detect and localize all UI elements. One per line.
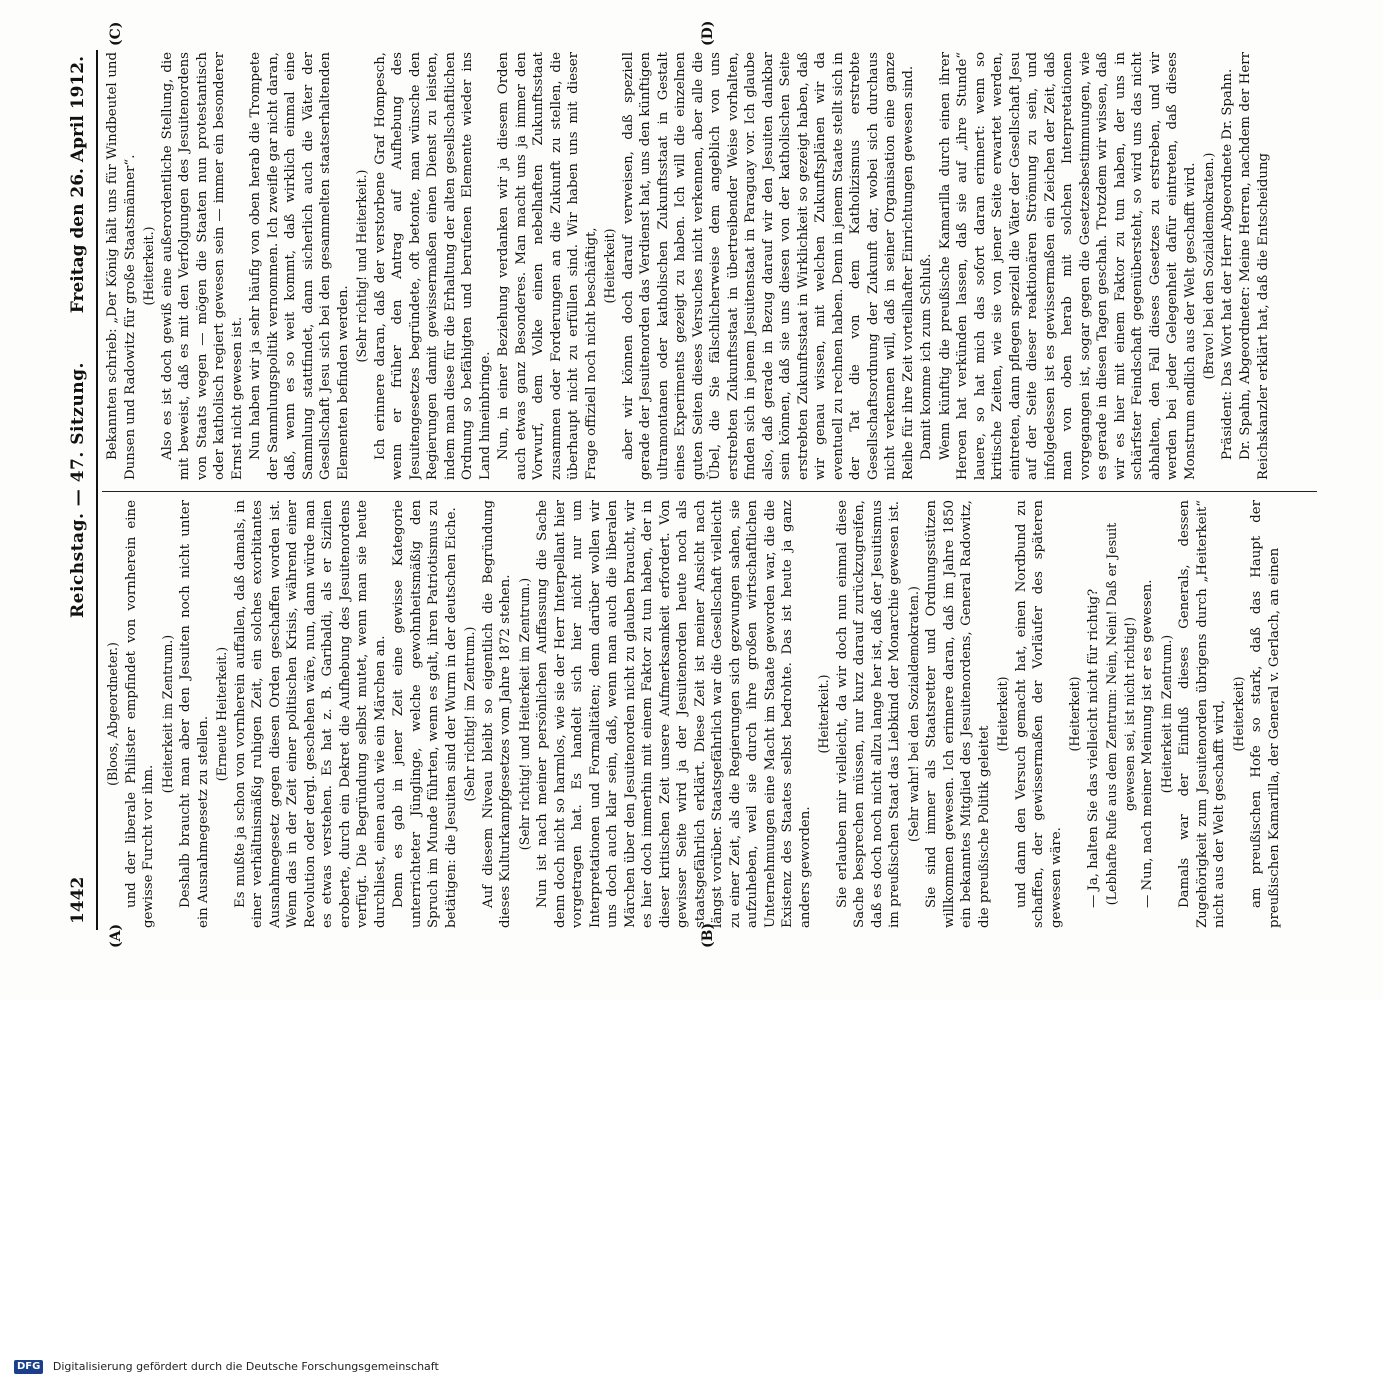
stage-direction: (Sehr richtig! und Heiterkeit.): [354, 169, 369, 363]
credit-text: Digitalisierung gefördert durch die Deutsche Forschungsgemeinschaft: [52, 1360, 439, 1373]
paragraph: — Nun, nach meiner Meinung ist er es gewesen.: [1140, 579, 1155, 908]
stage-direction: (Heiterkeit): [1230, 676, 1246, 752]
paragraph: Deshalb braucht man aber den Jesuiten noch nicht unter ein Ausnahmegesetz zu stellen.: [178, 500, 211, 928]
paragraph: Auf diesem Niveau bleibt so eigentlich die Begründung dieses Kulturkampfgesetzes vom Jahre 1872 stehen.: [480, 500, 513, 928]
paragraph: Sie sind immer als Staatsretter und Ordnungsstützen willkommen gewesen. Ich erinnere daran, daß im Jahre 1850 ein bekanntes Mitglied des Jesuitenordens, General Radowitz, die preußische Politik geleitet: [924, 500, 992, 928]
dfg-logo: DFG: [14, 1360, 43, 1374]
paragraph: Also es ist doch gewiß eine außerordentliche Stellung, die mit beweist, daß es mit den Verfolgungen des Jesuitenordens von Staats wegen — mögen die Staaten nun protestantisch oder katholisch regiert gewesen sein — immer ein besonderer Ernst nicht gewesen ist.: [159, 52, 245, 480]
stage-direction: (Heiterkeit): [602, 228, 617, 304]
stage-direction: (Heiterkeit): [1067, 676, 1082, 752]
paragraph: Denn es gab in jener Zeit eine gewisse Kategorie unterrichteter Jünglinge, welche gewohnheitsmäßig den Spruch im Munde führten, wenn es galt, ihren Patriotismus zu betätigen: die Jesuiten sind der Wurm in der deutschen Eiche.: [391, 500, 459, 928]
stage-direction: (Heiterkeit.): [141, 226, 156, 306]
paragraph: und dann den Versuch gemacht hat, einen Nordbund zu schaffen, der gewissermaßen der Vorläufer des späteren gewesen wäre.: [1013, 500, 1064, 928]
stage-direction: (Bloos, Abgeordneter.): [105, 642, 120, 786]
paragraph: am preußischen Hofe so stark, daß das Haupt der preußischen Kamarilla, der General v. Gerlach, an einen: [1249, 500, 1282, 928]
paragraph: Sie erlauben mir vielleicht, da wir doch nun einmal diese Sache besprechen müssen, nur kurz darauf zurückzugreifen, daß es doch noch nicht allzu lange her ist, daß der Jesuitismus im preußischen Staat das Liebkind der Monarchie gewesen ist.: [834, 500, 902, 928]
paragraph: Damit komme ich zum Schluß.: [919, 253, 934, 460]
page-header: [68, 50, 92, 930]
margin-marker-a: (A): [108, 923, 124, 948]
paragraph: — Ja, halten Sie das vielleicht nicht für richtig?: [1085, 588, 1101, 908]
stage-direction: (Sehr wahr! bei den Sozialdemokraten.): [905, 586, 921, 842]
stage-direction: (Heiterkeit): [995, 676, 1010, 752]
stage-direction: (Heiterkeit.): [816, 674, 831, 754]
session-date: Freitag den 26. April 1912.: [68, 56, 88, 314]
header-rule: [96, 50, 98, 930]
right-column: [104, 52, 1314, 480]
stage-direction: (Lebhafte Rufe aus dem Zentrum: Nein, Nein! Daß er Jesuit gewesen sei, ist nicht richtig!): [1104, 522, 1137, 906]
page-number: 1442: [68, 876, 88, 924]
margin-marker-b: (B): [700, 922, 716, 948]
digitization-credit: [0, 1356, 1000, 1378]
margin-marker-c: (C): [108, 21, 124, 46]
stage-direction: (Sehr richtig! im Zentrum.): [462, 626, 477, 802]
paragraph: Präsident: Das Wort hat der Herr Abgeordnete Dr. Spahn.: [1219, 68, 1235, 460]
stage-direction: (Heiterkeit im Zentrum.): [1158, 634, 1174, 794]
stage-direction: (Erneute Heiterkeit.): [214, 646, 229, 782]
stage-direction: (Heiterkeit im Zentrum.): [159, 634, 175, 794]
session-title: Reichstag. — 47. Sitzung.: [68, 362, 88, 618]
stage-direction: (Bravo! bei den Sozialdemokraten.): [1201, 152, 1216, 380]
paragraph: aber wir können doch darauf verweisen, daß speziell gerade der Jesuitenorden das Verdienst hat, uns den künftigen ultramontanen oder katholischen Zukunftsstaat in Gestalt eines Experiments gezeigt zu haben. Ich will die einzelnen guten Seiten dieses Versuches nicht verkennen, aber alle die Übel, die Sie fälschlicherweise dem angeblich von uns erstrebten Zukunftsstaat in übertreibender Weise vorhalten, finden sich in jenem Jesuitenstaat in Paraguay vor. Ich glaube also, daß gerade in Bezug darauf wir den Jesuiten dankbar sein können, daß sie uns diesen von der katholischen Seite erstrebten Zukunftsstaat in Wirklichkeit so gezeigt haben, daß wir genau wissen, mit welchen Zukunftsplänen wir da eventuell zu rechnen haben. Denn in jenem Staate stellt sich in der Tat die von dem Katholizismus erstrebte Gesellschaftsordnung der Zukunft dar, wobei sich durchaus nicht verkennen will, daß in seiner Organisation eine ganze Reihe für ihre Zeit vorteilhafter Einrichtungen gewesen sind.: [620, 52, 916, 480]
stage-direction: (Sehr richtig! und Heiterkeit im Zentrum.): [516, 577, 532, 851]
paragraph: Nun, in einer Beziehung verdanken wir ja diesem Orden auch etwas ganz Besonderes. Man macht uns ja immer den Vorwurf, dem Volke einen nebelhaften Zukunftsstaat zusammen oder Forderungen an die Zukunft zu stellen, die überhaupt nicht zu erfüllen sind. Wir haben uns mit dieser Frage offiziell noch nicht beschäftigt,: [496, 52, 599, 480]
paragraph: Dr. Spahn, Abgeordneter: Meine Herren, nachdem der Herr Reichskanzler erklärt hat, daß die Entscheidung: [1238, 52, 1271, 480]
paragraph: Ich erinnere daran, daß der verstorbene Graf Hompesch, wenn er früher den Antrag auf Aufhebung des Jesuitengesetzes begründete, oft betonte, man wünsche den Regierungen damit gewissermaßen einen Dienst zu leisten, indem man diese für die Erhaltung der alten gesellschaftlichen Ordnung so befähigten und berufenen Elemente wieder ins Land hineinbringe.: [372, 52, 493, 480]
margin-marker-d: (D): [700, 20, 716, 46]
paragraph: Wenn künftig die preußische Kamarilla durch einen ihrer Heroen hat verkünden lassen, daß sie auf „ihre Stunde“ lauere, so hat mich das sofort daran erinnert: wenn so kritische Zeiten, wie sie von jener Seite erwartet werden, eintreten, dann pflegen speziell die Väter der Gesellschaft Jesu auf der Seite dieser reaktionären Strömung zu sein, und infolgedessen ist es gewissermaßen ein Zeichen der Zeit, daß man von oben herab mit solchen Interpretationen vorgegangen ist, sogar gegen die Gesetzesbestimmungen, wie es gerade in diesen Tagen geschah. Trotzdem wir wissen, daß wir es hier mit einem Faktor zu tun haben, der uns in schärfster Feindschaft gegenübersteht, so wird uns das nicht abhalten, den Fall dieses Gesetzes zu erstreben, und wir werden bei jeder Gelegenheit dafür eintreten, daß dieses Monstrum endlich aus der Welt geschafft wird.: [937, 52, 1198, 480]
paragraph: Bekannten schrieb: „Der König hält uns für Windbeutel und Dunsen und Radowitz für große Staatsmänner“.: [105, 52, 138, 480]
paragraph: Es mußte ja schon von vornherein auffallen, daß damals, in einer verhältnismäßig ruhigen Zeit, ein solches exorbitantes Ausnahmegesetz gegen diesen Orden geschaffen worden ist. Wenn das in der Zeit einer politischen Krisis, während einer Revolution oder dergl. geschehen wäre, nun, dann würde man es etwas verstehen. Es hat z. B. Garibaldi, als er Sizilien eroberte, durch ein Dekret die Aufhebung des Jesuitenordens verfügt. Die Begründung selbst mutet, wenn man sie heute durchliest, einen auch wie ein Märchen an.: [232, 500, 388, 928]
paragraph: und der liberale Philister empfindet von vornherein eine gewisse Furcht vor ihm.: [123, 500, 156, 928]
left-column: [104, 500, 1314, 928]
paragraph: Nun ist nach meiner persönlichen Auffassung die Sache denn doch nicht so harmlos, wie sie der Herr Interpellant hier vorgetragen hat. Es handelt sich hier nicht nur um Interpretationen und Formalitäten; denn darüber wollen wir uns doch auch klar sein, daß, wenn man auch die liberalen Märchen über den Jesuitenorden nicht zu glauben braucht, wir es hier doch immerhin mit einem Faktor zu tun haben, der in dieser kritischen Zeit unsere Aufmerksamkeit erfordert. Von gewisser Seite wird ja der Jesuitenorden heute noch als staatsgefährlich erklärt. Diese Zeit ist meiner Ansicht nach längst vorüber. Staatsgefährlich war die Gesellschaft vielleicht zu einer Zeit, als die Regierungen sich gezwungen sahen, sie aufzuheben, weil sie durch ihre großen wirtschaftlichen Unternehmungen eine Macht im Staate geworden war, die die Existenz des Staates selbst bedrohte. Das ist heute ja ganz anders geworden.: [535, 500, 813, 928]
paragraph: Damals war der Einfluß dieses Generals, dessen Zugehörigkeit zum Jesuitenorden übrigens durch „Heiterkeit“ nicht aus der Welt geschafft wird,: [1177, 500, 1227, 928]
column-divider: [102, 491, 1317, 492]
paragraph: Nun haben wir ja sehr häufig von oben herab die Trompete der Sammlungspolitik vernommen. Ich zweifle gar nicht daran, daß, wenn es so weit kommt, daß wirklich einmal eine Sammlung stattfindet, dann sicherlich auch die Väter der Gesellschaft Jesu sich bei den gesammelten staatserhaltenden Elementen befinden werden.: [248, 52, 351, 480]
